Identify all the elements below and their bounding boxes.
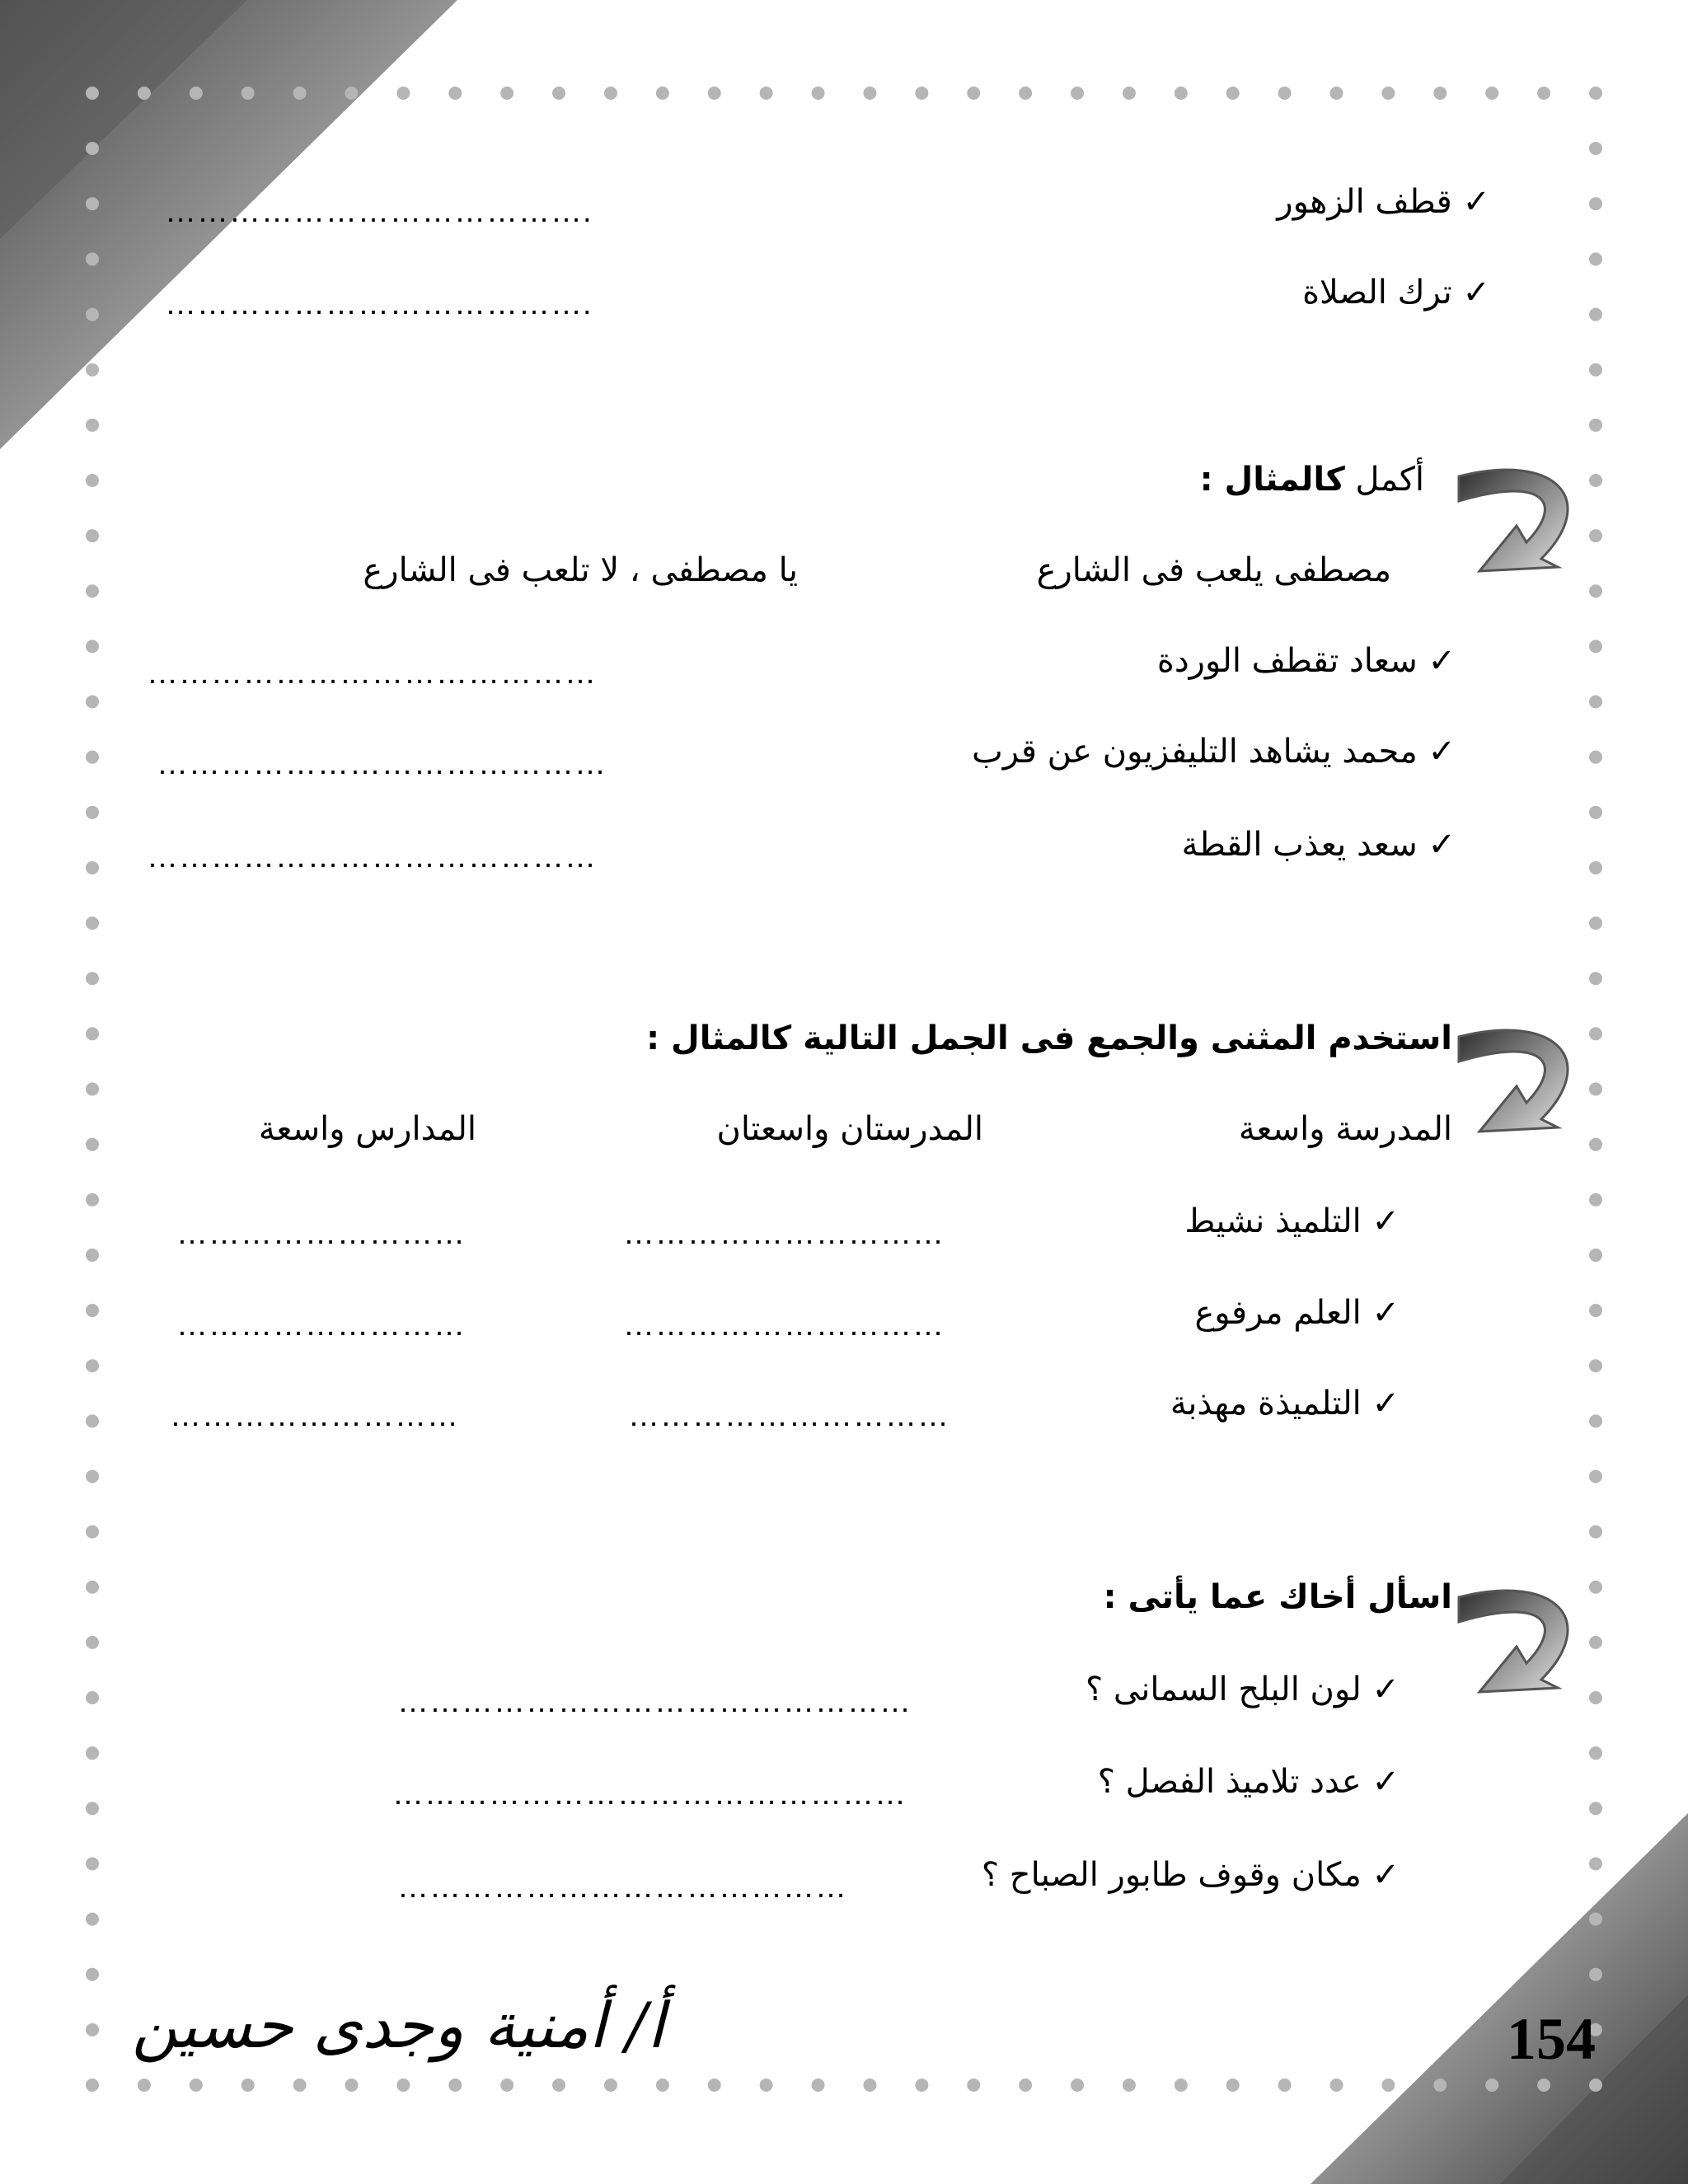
list-item: ✓ مكان وقوف طابور الصباح ؟ (981, 1856, 1400, 1894)
answer-dots-plural: ……………………… (176, 1308, 466, 1343)
answer-dots: …………………………………… (147, 840, 597, 874)
border-dot (1589, 197, 1602, 210)
border-dot (86, 142, 99, 155)
border-dot (1123, 2079, 1136, 2092)
border-dot (708, 2079, 721, 2092)
border-dot (500, 2079, 513, 2092)
check-icon: ✓ (1372, 1671, 1400, 1708)
border-dot (1589, 308, 1602, 321)
border-dot (86, 1414, 99, 1427)
border-dot (86, 916, 99, 930)
border-dot (86, 1636, 99, 1649)
border-dot (1589, 1138, 1602, 1151)
border-dot (293, 87, 307, 100)
border-dot (86, 363, 99, 377)
answer-dots: …………………………………. (165, 194, 593, 229)
border-dot (86, 529, 99, 542)
border-dot (863, 2079, 876, 2092)
border-dot (1589, 363, 1602, 377)
border-dot (812, 2079, 825, 2092)
border-dot (1589, 751, 1602, 764)
border-dot (812, 87, 825, 100)
border-dot (190, 87, 203, 100)
border-dot (86, 696, 99, 709)
list-item: ✓ التلميذ نشيط (1184, 1202, 1400, 1240)
border-dot (1589, 2079, 1602, 2092)
page-number: 154 (1507, 2006, 1596, 2072)
border-dot (396, 87, 410, 100)
border-dot (1485, 2079, 1498, 2092)
border-dot (1589, 1746, 1602, 1760)
border-dot (86, 1746, 99, 1760)
border-dot (396, 2079, 410, 2092)
list-item: ✓ قطف الزهور (1277, 183, 1490, 221)
border-dot (1589, 861, 1602, 874)
list-item: ✓ محمد يشاهد التليفزيون عن قرب (972, 733, 1456, 771)
border-dot (1589, 142, 1602, 155)
list-item: ✓ العلم مرفوع (1194, 1294, 1400, 1332)
example-singular: المدرسة واسعة (1238, 1110, 1452, 1148)
check-icon: ✓ (1428, 733, 1456, 771)
border-dot (86, 972, 99, 985)
border-dot (1433, 87, 1447, 100)
border-dot (1589, 1857, 1602, 1870)
border-dot (86, 751, 99, 764)
border-dot (604, 87, 617, 100)
border-dot (1589, 696, 1602, 709)
border-dot (552, 87, 565, 100)
border-dot (967, 2079, 980, 2092)
answer-dots-dual: ………………………… (623, 1308, 945, 1343)
border-dot (86, 1138, 99, 1151)
border-dot (86, 806, 99, 819)
border-dot (448, 87, 462, 100)
list-item: ✓ سعاد تقطف الوردة (1156, 642, 1456, 680)
border-dot (86, 861, 99, 874)
border-dot (1589, 1691, 1602, 1704)
answer-dots: ………………………………………… (397, 1685, 912, 1719)
border-dot (1019, 2079, 1032, 2092)
section-instruction: استخدم المثنى والجمع فى الجمل التالية كالمثال : (646, 1019, 1452, 1057)
border-dot (1589, 1249, 1602, 1262)
check-icon: ✓ (1372, 1202, 1400, 1240)
list-item: ✓ التلميذة مهذبة (1170, 1385, 1400, 1422)
border-dot (86, 1581, 99, 1594)
border-dot (293, 2079, 307, 2092)
border-dot (86, 87, 99, 100)
section-instruction: اسأل أخاك عما يأتى : (1103, 1578, 1452, 1616)
example-sentence: مصطفى يلعب فى الشارع (1036, 551, 1391, 589)
answer-dots-plural: ……………………… (176, 1216, 466, 1251)
border-dot (1537, 2079, 1550, 2092)
answer-dots: …………………………………… (397, 1870, 847, 1905)
answer-dots-dual: ………………………… (628, 1399, 950, 1433)
border-dot (1589, 1027, 1602, 1040)
border-dot (241, 2079, 255, 2092)
check-icon: ✓ (1372, 1856, 1400, 1894)
border-dot (1071, 2079, 1084, 2092)
answer-dots-plural: ……………………… (170, 1399, 459, 1433)
check-icon: ✓ (1372, 1294, 1400, 1332)
border-dot (1278, 2079, 1292, 2092)
border-dot (86, 1968, 99, 1981)
border-dot (190, 2079, 203, 2092)
curved-arrow-icon (1459, 1591, 1568, 1692)
border-dot (86, 1249, 99, 1262)
border-dot (1330, 2079, 1343, 2092)
border-dot (345, 2079, 358, 2092)
border-dot (1589, 1968, 1602, 1981)
border-dot (86, 474, 99, 487)
border-dot (1589, 972, 1602, 985)
list-item: ✓ لون البلح السمانى ؟ (1085, 1671, 1400, 1708)
border-dot (86, 1691, 99, 1704)
example-dual: المدرستان واسعتان (716, 1110, 983, 1148)
border-dot (1589, 1469, 1602, 1483)
border-dot (241, 87, 255, 100)
border-dot (1589, 1304, 1602, 1317)
border-dot (1589, 1526, 1602, 1539)
border-dot (500, 87, 513, 100)
check-icon: ✓ (1462, 274, 1490, 312)
border-dot (86, 1857, 99, 1870)
border-dot (86, 2023, 99, 2036)
border-dot (1589, 1083, 1602, 1096)
border-dot (1175, 2079, 1188, 2092)
border-dot (138, 87, 151, 100)
author-signature: أ/ أمنية وجدى حسين (132, 1989, 665, 2062)
check-icon: ✓ (1462, 183, 1490, 221)
border-dot (552, 2079, 565, 2092)
answer-dots: ………………………………………… (392, 1777, 907, 1811)
border-dot (863, 87, 876, 100)
border-dot (86, 2079, 99, 2092)
border-dot (86, 1802, 99, 1815)
border-dot (604, 2079, 617, 2092)
border-dot (86, 584, 99, 598)
border-dot (1589, 252, 1602, 265)
border-dot (1589, 419, 1602, 432)
border-dot (708, 87, 721, 100)
border-dot (1589, 806, 1602, 819)
border-dot (1071, 87, 1084, 100)
check-icon: ✓ (1372, 1763, 1400, 1801)
answer-dots: …………………………………. (165, 287, 593, 321)
border-dot (915, 87, 928, 100)
section-instruction: أكمل كالمثال : (1199, 461, 1424, 499)
border-dot (86, 640, 99, 653)
border-dot (86, 1526, 99, 1539)
answer-dots: …………………………………… (157, 747, 607, 781)
curved-arrow-icon (1459, 470, 1568, 571)
border-dot (915, 2079, 928, 2092)
border-dot (1330, 87, 1343, 100)
border-dot (86, 252, 99, 265)
border-dot (1226, 2079, 1240, 2092)
border-dot (1589, 1414, 1602, 1427)
border-dot (86, 1027, 99, 1040)
border-dot (86, 1469, 99, 1483)
border-dot (86, 308, 99, 321)
border-dot (86, 419, 99, 432)
border-dot (86, 1193, 99, 1207)
border-dot (1589, 1802, 1602, 1815)
example-answer: يا مصطفى ، لا تلعب فى الشارع (363, 551, 798, 589)
border-dot (1123, 87, 1136, 100)
border-dot (86, 1913, 99, 1926)
border-dot (1175, 87, 1188, 100)
border-dot (1589, 87, 1602, 100)
border-dot (1381, 2079, 1395, 2092)
list-item: ✓ ترك الصلاة (1302, 274, 1490, 312)
check-icon: ✓ (1372, 1385, 1400, 1422)
border-dot (1589, 1193, 1602, 1207)
border-dot (1589, 1359, 1602, 1372)
border-dot (86, 1083, 99, 1096)
border-dot (1278, 87, 1292, 100)
border-dot (1019, 87, 1032, 100)
border-dot (138, 2079, 151, 2092)
list-item: ✓ عدد تلاميذ الفصل ؟ (1097, 1763, 1400, 1801)
border-dot (1537, 87, 1550, 100)
border-dot (1433, 2079, 1447, 2092)
check-icon: ✓ (1428, 642, 1456, 680)
border-dot (86, 1359, 99, 1372)
border-dot (656, 87, 669, 100)
border-dot (448, 2079, 462, 2092)
border-dot (967, 87, 980, 100)
border-dot (86, 197, 99, 210)
border-dot (1589, 584, 1602, 598)
border-dot (345, 87, 358, 100)
border-dot (1589, 1581, 1602, 1594)
border-dot (1589, 1636, 1602, 1649)
check-icon: ✓ (1428, 826, 1456, 864)
border-dot (86, 1304, 99, 1317)
answer-dots: …………………………………… (147, 656, 597, 691)
border-dot (656, 2079, 669, 2092)
border-dot (760, 87, 773, 100)
border-dot (1226, 87, 1240, 100)
list-item: ✓ سعد يعذب القطة (1181, 826, 1456, 864)
border-dot (1589, 640, 1602, 653)
answer-dots-dual: ………………………… (623, 1216, 945, 1251)
border-dot (1381, 87, 1395, 100)
border-dot (1589, 474, 1602, 487)
example-plural: المدارس واسعة (258, 1110, 476, 1148)
border-dot (1589, 1913, 1602, 1926)
curved-arrow-icon (1459, 1030, 1568, 1132)
border-dot (1485, 87, 1498, 100)
border-dot (760, 2079, 773, 2092)
border-dot (1589, 916, 1602, 930)
border-dot (1589, 529, 1602, 542)
